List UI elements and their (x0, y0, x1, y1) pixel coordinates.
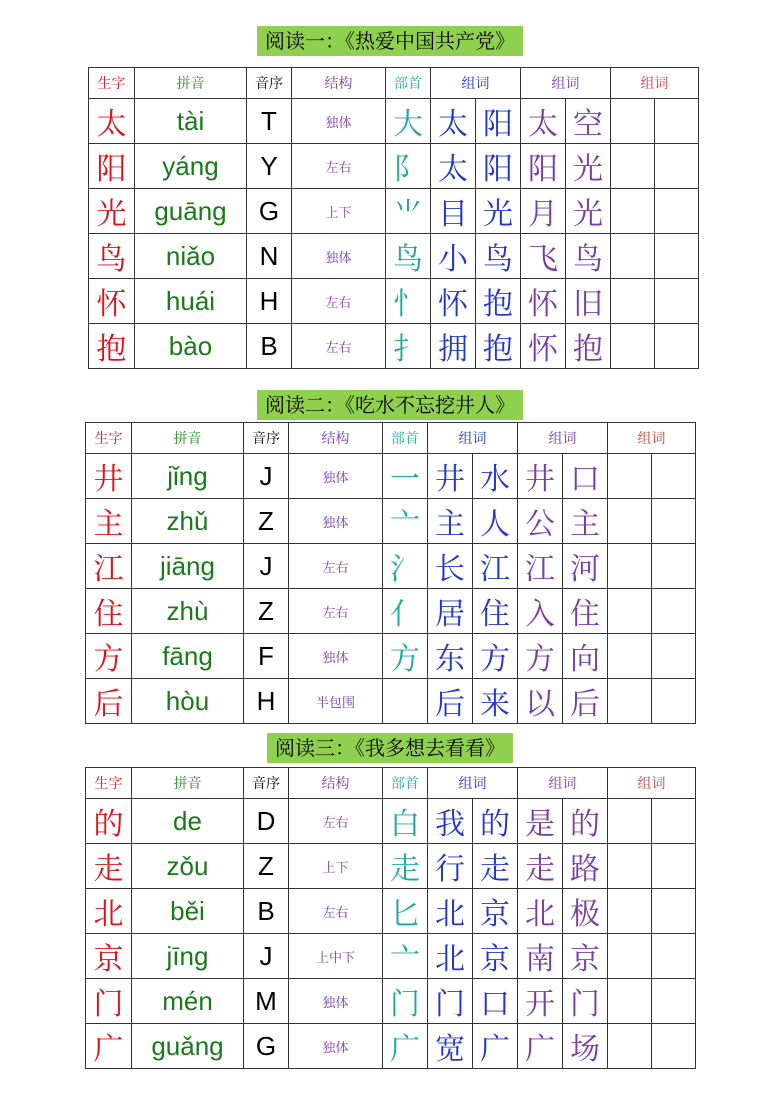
blank-cell (608, 454, 652, 499)
header-order: 音序 (244, 768, 289, 799)
header-radical: 部首 (383, 768, 428, 799)
blank-cell (608, 889, 652, 934)
word-cell: 的 (473, 799, 518, 844)
char-cell: 门 (86, 979, 132, 1024)
word-cell: 口 (563, 454, 608, 499)
order-cell: Z (244, 589, 289, 634)
header-pinyin: 拼音 (135, 68, 247, 99)
word-cell: 东 (428, 634, 473, 679)
char-cell: 江 (86, 544, 132, 589)
structure-cell: 上中下 (289, 934, 383, 979)
blank-cell (608, 589, 652, 634)
word-cell: 以 (518, 679, 563, 724)
word-cell: 怀 (431, 279, 476, 324)
word-cell: 京 (563, 934, 608, 979)
pinyin-cell: huái (135, 279, 247, 324)
blank-cell (655, 99, 699, 144)
word-cell: 方 (473, 634, 518, 679)
blank-cell (611, 324, 655, 369)
header-words-3: 组词 (611, 68, 699, 99)
pinyin-cell: zhǔ (132, 499, 244, 544)
radical-cell: 鸟 (386, 234, 431, 279)
pinyin-cell: guǎng (132, 1024, 244, 1069)
word-cell: 怀 (521, 279, 566, 324)
word-cell: 广 (518, 1024, 563, 1069)
order-cell: J (244, 934, 289, 979)
radical-cell: 亠 (383, 934, 428, 979)
blank-cell (652, 799, 696, 844)
word-cell: 场 (563, 1024, 608, 1069)
word-cell: 后 (563, 679, 608, 724)
radical-cell: 大 (386, 99, 431, 144)
char-cell: 广 (86, 1024, 132, 1069)
header-row (89, 68, 699, 99)
table-row (86, 844, 696, 889)
word-cell: 开 (518, 979, 563, 1024)
word-cell: 抱 (476, 324, 521, 369)
blank-cell (655, 279, 699, 324)
word-cell: 太 (431, 99, 476, 144)
blank-cell (652, 844, 696, 889)
table-row (89, 324, 699, 369)
radical-cell: 走 (383, 844, 428, 889)
radical-cell: 忄 (386, 279, 431, 324)
word-cell: 宽 (428, 1024, 473, 1069)
word-cell: 抱 (566, 324, 611, 369)
radical-cell: 氵 (383, 544, 428, 589)
table-row (89, 99, 699, 144)
blank-cell (652, 454, 696, 499)
char-cell: 太 (89, 99, 135, 144)
char-cell: 走 (86, 844, 132, 889)
word-cell: 鸟 (566, 234, 611, 279)
pinyin-cell: jǐng (132, 454, 244, 499)
char-cell: 怀 (89, 279, 135, 324)
pinyin-cell: jiāng (132, 544, 244, 589)
order-cell: H (244, 679, 289, 724)
lesson-table-1 (88, 67, 699, 369)
order-cell: H (247, 279, 292, 324)
radical-cell: 方 (383, 634, 428, 679)
table-row (86, 499, 696, 544)
header-order: 音序 (244, 423, 289, 454)
word-cell: 的 (563, 799, 608, 844)
structure-cell: 左右 (292, 324, 386, 369)
word-cell: 住 (473, 589, 518, 634)
char-cell: 井 (86, 454, 132, 499)
char-cell: 鸟 (89, 234, 135, 279)
table-row (89, 279, 699, 324)
blank-cell (652, 589, 696, 634)
word-cell: 入 (518, 589, 563, 634)
radical-cell: 亠 (383, 499, 428, 544)
blank-cell (608, 499, 652, 544)
blank-cell (655, 324, 699, 369)
word-cell: 旧 (566, 279, 611, 324)
order-cell: J (244, 454, 289, 499)
word-cell: 人 (473, 499, 518, 544)
section-title-2: 阅读二：《吃水不忘挖井人》 (257, 390, 523, 420)
blank-cell (608, 544, 652, 589)
header-words-2: 组词 (518, 423, 608, 454)
word-cell: 太 (521, 99, 566, 144)
blank-cell (608, 634, 652, 679)
pinyin-cell: fāng (132, 634, 244, 679)
order-cell: N (247, 234, 292, 279)
word-cell: 北 (428, 934, 473, 979)
blank-cell (652, 1024, 696, 1069)
header-words-1: 组词 (431, 68, 521, 99)
word-cell: 井 (428, 454, 473, 499)
header-row (86, 768, 696, 799)
word-cell: 京 (473, 889, 518, 934)
table-row (86, 1024, 696, 1069)
table-row (86, 799, 696, 844)
header-pinyin: 拼音 (132, 768, 244, 799)
word-cell: 太 (431, 144, 476, 189)
table-row (86, 589, 696, 634)
word-cell: 光 (476, 189, 521, 234)
blank-cell (652, 679, 696, 724)
structure-cell: 左右 (289, 889, 383, 934)
order-cell: B (244, 889, 289, 934)
blank-cell (608, 979, 652, 1024)
order-cell: D (244, 799, 289, 844)
blank-cell (608, 679, 652, 724)
word-cell: 公 (518, 499, 563, 544)
pinyin-cell: yáng (135, 144, 247, 189)
header-row (86, 423, 696, 454)
header-char: 生字 (86, 768, 132, 799)
word-cell: 极 (563, 889, 608, 934)
header-radical: 部首 (383, 423, 428, 454)
radical-cell: 亻 (383, 589, 428, 634)
word-cell: 飞 (521, 234, 566, 279)
order-cell: Z (244, 844, 289, 889)
word-cell: 方 (518, 634, 563, 679)
word-cell: 向 (563, 634, 608, 679)
header-char: 生字 (86, 423, 132, 454)
header-words-2: 组词 (521, 68, 611, 99)
blank-cell (652, 544, 696, 589)
blank-cell (611, 99, 655, 144)
pinyin-cell: mén (132, 979, 244, 1024)
word-cell: 阳 (476, 99, 521, 144)
char-cell: 方 (86, 634, 132, 679)
header-structure: 结构 (289, 423, 383, 454)
char-cell: 阳 (89, 144, 135, 189)
table-row (86, 934, 696, 979)
order-cell: B (247, 324, 292, 369)
word-cell: 小 (431, 234, 476, 279)
structure-cell: 左右 (289, 589, 383, 634)
structure-cell: 独体 (292, 99, 386, 144)
table-row (89, 189, 699, 234)
table-row (89, 144, 699, 189)
word-cell: 怀 (521, 324, 566, 369)
blank-cell (652, 499, 696, 544)
word-cell: 月 (521, 189, 566, 234)
pinyin-cell: de (132, 799, 244, 844)
radical-cell: ⺌ (386, 189, 431, 234)
pinyin-cell: hòu (132, 679, 244, 724)
structure-cell: 独体 (289, 979, 383, 1024)
blank-cell (608, 799, 652, 844)
radical-cell: 匕 (383, 889, 428, 934)
blank-cell (611, 279, 655, 324)
structure-cell: 上下 (292, 189, 386, 234)
pinyin-cell: zǒu (132, 844, 244, 889)
blank-cell (608, 844, 652, 889)
structure-cell: 独体 (289, 454, 383, 499)
lesson-table-3 (85, 767, 696, 1069)
pinyin-cell: zhù (132, 589, 244, 634)
header-words-3: 组词 (608, 423, 696, 454)
pinyin-cell: tài (135, 99, 247, 144)
word-cell: 口 (473, 979, 518, 1024)
word-cell: 目 (431, 189, 476, 234)
word-cell: 来 (473, 679, 518, 724)
header-radical: 部首 (386, 68, 431, 99)
table-row (86, 679, 696, 724)
blank-cell (611, 234, 655, 279)
radical-cell: 门 (383, 979, 428, 1024)
blank-cell (611, 189, 655, 234)
word-cell: 光 (566, 144, 611, 189)
char-cell: 京 (86, 934, 132, 979)
word-cell: 京 (473, 934, 518, 979)
table-row (86, 544, 696, 589)
char-cell: 住 (86, 589, 132, 634)
header-char: 生字 (89, 68, 135, 99)
blank-cell (611, 144, 655, 189)
radical-cell: 一 (383, 454, 428, 499)
header-pinyin: 拼音 (132, 423, 244, 454)
header-structure: 结构 (289, 768, 383, 799)
structure-cell: 左右 (292, 144, 386, 189)
blank-cell (652, 634, 696, 679)
header-words-3: 组词 (608, 768, 696, 799)
pinyin-cell: běi (132, 889, 244, 934)
word-cell: 南 (518, 934, 563, 979)
pinyin-cell: bào (135, 324, 247, 369)
structure-cell: 半包围 (289, 679, 383, 724)
order-cell: G (247, 189, 292, 234)
pinyin-cell: guāng (135, 189, 247, 234)
structure-cell: 左右 (289, 544, 383, 589)
word-cell: 鸟 (476, 234, 521, 279)
header-words-1: 组词 (428, 423, 518, 454)
section-title-1: 阅读一：《热爱中国共产党》 (257, 26, 523, 56)
radical-cell: 扌 (386, 324, 431, 369)
word-cell: 井 (518, 454, 563, 499)
header-words-1: 组词 (428, 768, 518, 799)
header-words-2: 组词 (518, 768, 608, 799)
char-cell: 抱 (89, 324, 135, 369)
word-cell: 长 (428, 544, 473, 589)
section-title-3: 阅读三：《我多想去看看》 (267, 733, 513, 763)
structure-cell: 独体 (289, 634, 383, 679)
blank-cell (655, 189, 699, 234)
blank-cell (652, 934, 696, 979)
blank-cell (652, 979, 696, 1024)
word-cell: 走 (473, 844, 518, 889)
word-cell: 门 (428, 979, 473, 1024)
word-cell: 北 (428, 889, 473, 934)
blank-cell (655, 234, 699, 279)
radical-cell: 广 (383, 1024, 428, 1069)
order-cell: G (244, 1024, 289, 1069)
word-cell: 北 (518, 889, 563, 934)
pinyin-cell: jīng (132, 934, 244, 979)
order-cell: Z (244, 499, 289, 544)
word-cell: 是 (518, 799, 563, 844)
structure-cell: 上下 (289, 844, 383, 889)
char-cell: 的 (86, 799, 132, 844)
word-cell: 行 (428, 844, 473, 889)
word-cell: 拥 (431, 324, 476, 369)
lesson-table-2 (85, 422, 696, 724)
word-cell: 广 (473, 1024, 518, 1069)
char-cell: 主 (86, 499, 132, 544)
order-cell: J (244, 544, 289, 589)
word-cell: 江 (518, 544, 563, 589)
table-row (86, 634, 696, 679)
char-cell: 北 (86, 889, 132, 934)
order-cell: T (247, 99, 292, 144)
word-cell: 阳 (476, 144, 521, 189)
table-row (89, 234, 699, 279)
blank-cell (655, 144, 699, 189)
radical-cell: 阝 (386, 144, 431, 189)
structure-cell: 左右 (292, 279, 386, 324)
radical-cell: 白 (383, 799, 428, 844)
order-cell: M (244, 979, 289, 1024)
structure-cell: 独体 (289, 499, 383, 544)
word-cell: 后 (428, 679, 473, 724)
word-cell: 抱 (476, 279, 521, 324)
word-cell: 走 (518, 844, 563, 889)
table-row (86, 454, 696, 499)
radical-cell (383, 679, 428, 724)
word-cell: 我 (428, 799, 473, 844)
order-cell: Y (247, 144, 292, 189)
blank-cell (608, 1024, 652, 1069)
word-cell: 光 (566, 189, 611, 234)
blank-cell (608, 934, 652, 979)
structure-cell: 左右 (289, 799, 383, 844)
table-row (86, 979, 696, 1024)
structure-cell: 独体 (289, 1024, 383, 1069)
header-structure: 结构 (292, 68, 386, 99)
word-cell: 江 (473, 544, 518, 589)
word-cell: 空 (566, 99, 611, 144)
blank-cell (652, 889, 696, 934)
pinyin-cell: niǎo (135, 234, 247, 279)
word-cell: 水 (473, 454, 518, 499)
word-cell: 路 (563, 844, 608, 889)
word-cell: 门 (563, 979, 608, 1024)
word-cell: 主 (563, 499, 608, 544)
word-cell: 主 (428, 499, 473, 544)
word-cell: 居 (428, 589, 473, 634)
word-cell: 河 (563, 544, 608, 589)
order-cell: F (244, 634, 289, 679)
word-cell: 住 (563, 589, 608, 634)
word-cell: 阳 (521, 144, 566, 189)
structure-cell: 独体 (292, 234, 386, 279)
header-order: 音序 (247, 68, 292, 99)
table-row (86, 889, 696, 934)
char-cell: 后 (86, 679, 132, 724)
char-cell: 光 (89, 189, 135, 234)
